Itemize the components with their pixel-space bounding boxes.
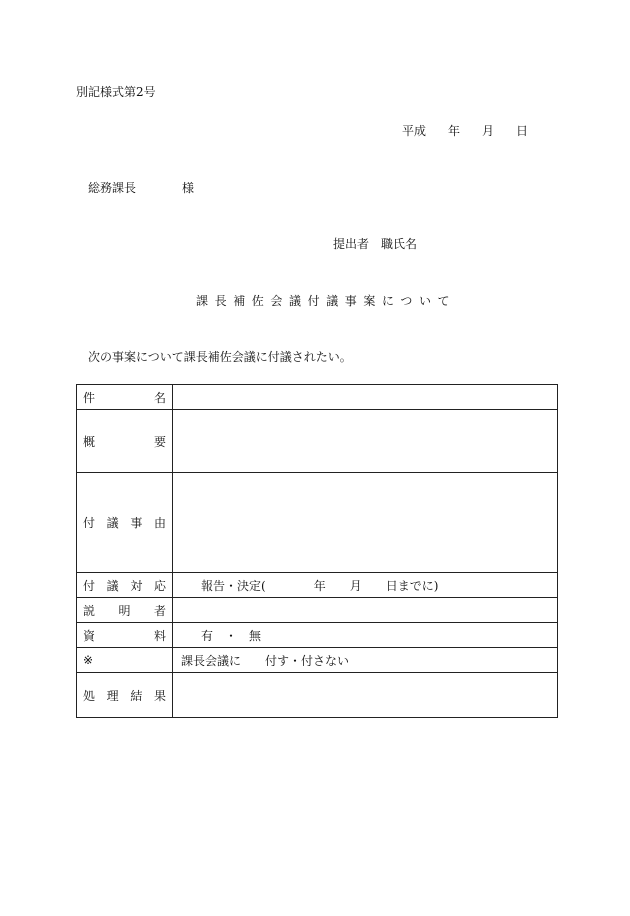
- table-row: [77, 673, 558, 718]
- label-char: 者: [153, 603, 166, 618]
- submitter-label: 提出者: [333, 237, 370, 251]
- label-char: 応: [153, 578, 166, 593]
- reason-field[interactable]: [173, 473, 558, 573]
- addressee-honorific: 様: [182, 181, 195, 195]
- date-month: 月: [482, 124, 495, 138]
- table-row: [77, 573, 558, 598]
- label-char: 概: [83, 434, 96, 449]
- form-table: [76, 384, 558, 718]
- date-year: 年: [448, 124, 461, 138]
- label-char: 処: [83, 688, 96, 703]
- response-month: 月: [349, 578, 362, 593]
- addressee: [88, 179, 194, 196]
- label-char: 付: [83, 516, 96, 530]
- label-char: 理: [106, 688, 119, 703]
- addressee-name: 総務課長: [88, 181, 137, 195]
- document-title: 課長補佐会議付議事案について: [196, 294, 457, 308]
- row-label: [77, 673, 173, 718]
- row-label: [77, 598, 173, 623]
- label-char: 議: [106, 516, 119, 530]
- submitter-field: 職氏名: [381, 237, 418, 251]
- row-label: [77, 648, 173, 673]
- table-row: [77, 623, 558, 648]
- label-char: 料: [153, 628, 166, 643]
- label-char: 要: [153, 434, 166, 449]
- response-suffix: 日までに): [385, 578, 439, 593]
- date-era: 平成: [402, 124, 427, 138]
- form-number: 別記様式第2号: [76, 85, 156, 99]
- note-mark: ※: [83, 653, 94, 667]
- date-line: [402, 122, 528, 139]
- row-label: [77, 573, 173, 598]
- date-day: 日: [516, 124, 529, 138]
- table-row: [77, 648, 558, 673]
- label-char: 由: [153, 516, 166, 530]
- label-char: 説: [83, 603, 96, 618]
- table-row: [77, 473, 558, 573]
- summary-field[interactable]: [173, 410, 558, 473]
- submitter: [333, 235, 417, 252]
- label-char: 対: [130, 578, 143, 593]
- intro-text: 次の事案について課長補佐会議に付議されたい。: [88, 350, 352, 364]
- row-label: [77, 473, 173, 573]
- label-char: 事: [130, 516, 143, 530]
- label-char: 名: [153, 390, 166, 405]
- note-options[interactable]: 付す・付さない: [265, 653, 350, 668]
- result-field[interactable]: [173, 673, 558, 718]
- row-label: [77, 410, 173, 473]
- label-char: 資: [83, 628, 96, 643]
- materials-separator: ・: [225, 628, 238, 643]
- label-char: 果: [153, 688, 166, 703]
- materials-no[interactable]: 無: [249, 628, 262, 643]
- materials-yes[interactable]: 有: [201, 628, 214, 643]
- table-row: [77, 598, 558, 623]
- response-prefix: 報告・決定(: [201, 578, 266, 593]
- row-label: [77, 623, 173, 648]
- response-field[interactable]: [173, 573, 558, 598]
- table-row: [77, 385, 558, 410]
- label-char: 結: [130, 688, 143, 703]
- subject-field[interactable]: [173, 385, 558, 410]
- response-year: 年: [313, 578, 326, 593]
- label-char: 議: [106, 578, 119, 593]
- label-char: 付: [83, 578, 96, 593]
- explainer-field[interactable]: [173, 598, 558, 623]
- row-label: [77, 385, 173, 410]
- materials-field[interactable]: [173, 623, 558, 648]
- note-prefix: 課長会議に: [181, 653, 242, 668]
- label-char: 件: [83, 390, 96, 405]
- table-row: [77, 410, 558, 473]
- note-field[interactable]: [173, 648, 558, 673]
- label-char: 明: [118, 603, 131, 618]
